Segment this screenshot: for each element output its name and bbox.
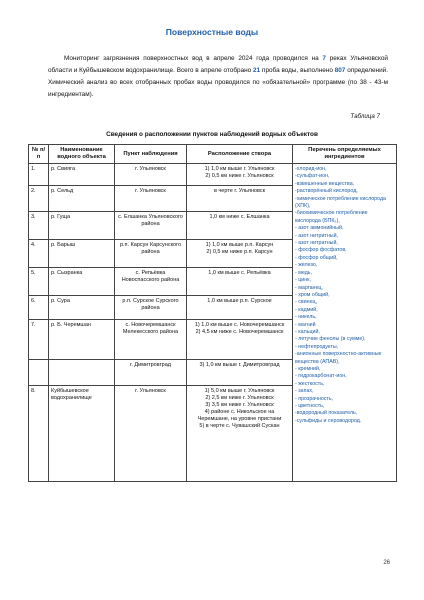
cell-object [49, 360, 115, 386]
ingredient-item: -взвешенные вещества, [295, 180, 355, 187]
cell-point: г. Ульяновск [115, 386, 187, 482]
ingredient-item: - цинк, [295, 277, 311, 284]
intro-paragraph [48, 53, 388, 101]
cell-point: с. Елшанка Ульяновского района [115, 212, 187, 240]
cell-idx: 8. [29, 386, 49, 482]
ingredient-item: -сульфиды и сероводород. [295, 417, 362, 424]
cell-location: 1,0 км ниже с. Елшанка [187, 212, 293, 240]
cell-point: г. Ульяновск [115, 164, 187, 186]
header-ingredients: Перечень определяемых ингредиентов [293, 145, 397, 164]
cell-point: с. Репьёвка Новоспасского района [115, 268, 187, 296]
ingredient-item: -водородный показатель, [295, 410, 358, 417]
ingredient-item: -биохимическое потребление кислорода (БПК₅), [295, 210, 368, 224]
table-header-row [29, 145, 397, 164]
ingredient-item: - хром общий, [295, 291, 330, 298]
ingredient-item: - свинец, [295, 299, 318, 306]
samples-count: 21 [253, 67, 261, 74]
ingredient-item: - кадмий, [295, 306, 318, 313]
header-location: Расположение створа [187, 145, 293, 164]
cell-idx: 7. [29, 320, 49, 360]
cell-object: р. Свияга [49, 164, 115, 186]
ingredient-item: -растворённый кислород, [295, 188, 358, 195]
header-point: Пункт наблюдения [115, 145, 187, 164]
ingredient-item: - никель, [295, 314, 317, 321]
ingredient-item: - азот нитритный, [295, 232, 339, 239]
cell-point: с. Новочеремшанск Мелекесского района [115, 320, 187, 360]
ingredient-item: - фосфор фосфатов, [295, 247, 347, 254]
cell-object: р. Барыш [49, 240, 115, 268]
ingredient-item: -хлорид-ион, [295, 166, 327, 172]
cell-ingredients [293, 164, 397, 482]
cell-object: р. Сельд [49, 186, 115, 212]
cell-idx: 4. [29, 240, 49, 268]
cell-idx: 5. [29, 268, 49, 296]
table-caption: Сведения о расположении пунктов наблюдений водных объектов [106, 131, 318, 138]
ingredient-item: - азот нитратный, [295, 240, 338, 247]
ingredient-item: - кальций, [295, 328, 320, 335]
cell-object: р. Сура [49, 296, 115, 320]
ingredient-item: -химическое потребление кислорода (ХПК), [295, 195, 386, 210]
cell-point: р.п. Сурское Сурского района [115, 296, 187, 320]
cell-object: р. Б. Черемшан [49, 320, 115, 360]
ingredient-item: -анионные поверхностно-активные вещества (АПАВ), [295, 351, 382, 365]
stations-table [28, 144, 397, 482]
table-label: Таблица 7 [350, 113, 380, 120]
page-title: Поверхностные воды [165, 27, 259, 37]
cell-location: 1) 1,0 км выше р.п. Карсун 2) 0,5 км ниже р.п. Карсун [187, 240, 293, 268]
cell-location: в черте г. Ульяновск [187, 186, 293, 212]
intro-text-a: Мониторинг загрязнения поверхностных вод в апреле 2024 года проводился на [64, 55, 323, 62]
ingredient-item: - гидрокарбонат-ион, [295, 373, 347, 380]
rivers-count: 7 [322, 55, 326, 62]
cell-idx: 2. [29, 186, 49, 212]
ingredient-item: - медь, [295, 269, 313, 276]
page-number: 26 [383, 560, 390, 566]
cell-point: р.п. Карсун Карсунского района [115, 240, 187, 268]
header-object: Наименование водного объекта [49, 145, 115, 164]
cell-point: г. Димитровград [115, 360, 187, 386]
cell-location: 1,0 км выше р.п. Сурское [187, 296, 293, 320]
intro-text-b: реках Ульяновской области и Куйбышевском водохранилище. Всего в апреле отобрано [48, 55, 388, 74]
definitions-count: 807 [334, 67, 346, 74]
ingredient-item: - кремний, [295, 365, 321, 372]
ingredient-item: -сульфат-ион, [295, 173, 330, 180]
ingredient-item: - летучие фенолы (в сумме), [295, 336, 366, 343]
ingredient-item: - марганец, [295, 284, 323, 291]
cell-object: Куйбышевское водохранилище [49, 386, 115, 482]
cell-idx: 3. [29, 212, 49, 240]
intro-text-c: проба воды, выполнено [260, 67, 335, 74]
cell-idx: 6. [29, 296, 49, 320]
ingredient-item: - фосфор общий, [295, 254, 338, 261]
cell-object: р. Сызранка [49, 268, 115, 296]
cell-location: 1) 5,0 км выше г. Ульяновск 2) 2,5 км ниже г. Ульяновск 3) 3,5 км ниже г. Ульяновск 4) районе с. Никольское на Черемшане, на уровне пристани 5) в черте с. Чувашский Сускан [187, 386, 293, 482]
cell-location: 1) 1,0 км выше г. Ульяновск 2) 0,5 км ниже г. Ульяновск [187, 164, 293, 186]
table-row [29, 164, 397, 186]
ingredient-item: - жесткость, [295, 380, 325, 387]
ingredient-item: - азот аммонийный, [295, 225, 344, 232]
cell-idx: 1. [29, 164, 49, 186]
ingredient-item: - магний [295, 321, 316, 328]
cell-location: 1) 1,0 км выше с. Новочеремшанск 2) 4,5 км ниже с. Новочеремшанск [187, 320, 293, 360]
cell-idx [29, 360, 49, 386]
ingredients-list [295, 166, 394, 425]
ingredient-item: - железо, [295, 262, 318, 269]
header-idx: № п/п [29, 145, 49, 164]
cell-object: р. Гуща [49, 212, 115, 240]
ingredient-item: - нефтепродукты, [295, 343, 339, 350]
ingredient-item: - прозрачность, [295, 395, 334, 402]
cell-location: 1,0 км выше с. Репьёвка [187, 268, 293, 296]
ingredient-item: - запах, [295, 388, 314, 395]
ingredient-item: - цветность, [295, 403, 325, 409]
cell-point: г. Ульяновск [115, 186, 187, 212]
cell-location: 3) 1,0 км выше г. Димитровград [187, 360, 293, 386]
intro-text-d: определений. Химический анализ во всех отобранных пробах воды проводился по «обязательной» программе (по 38 - 43-м ингредиентам). [48, 67, 388, 98]
